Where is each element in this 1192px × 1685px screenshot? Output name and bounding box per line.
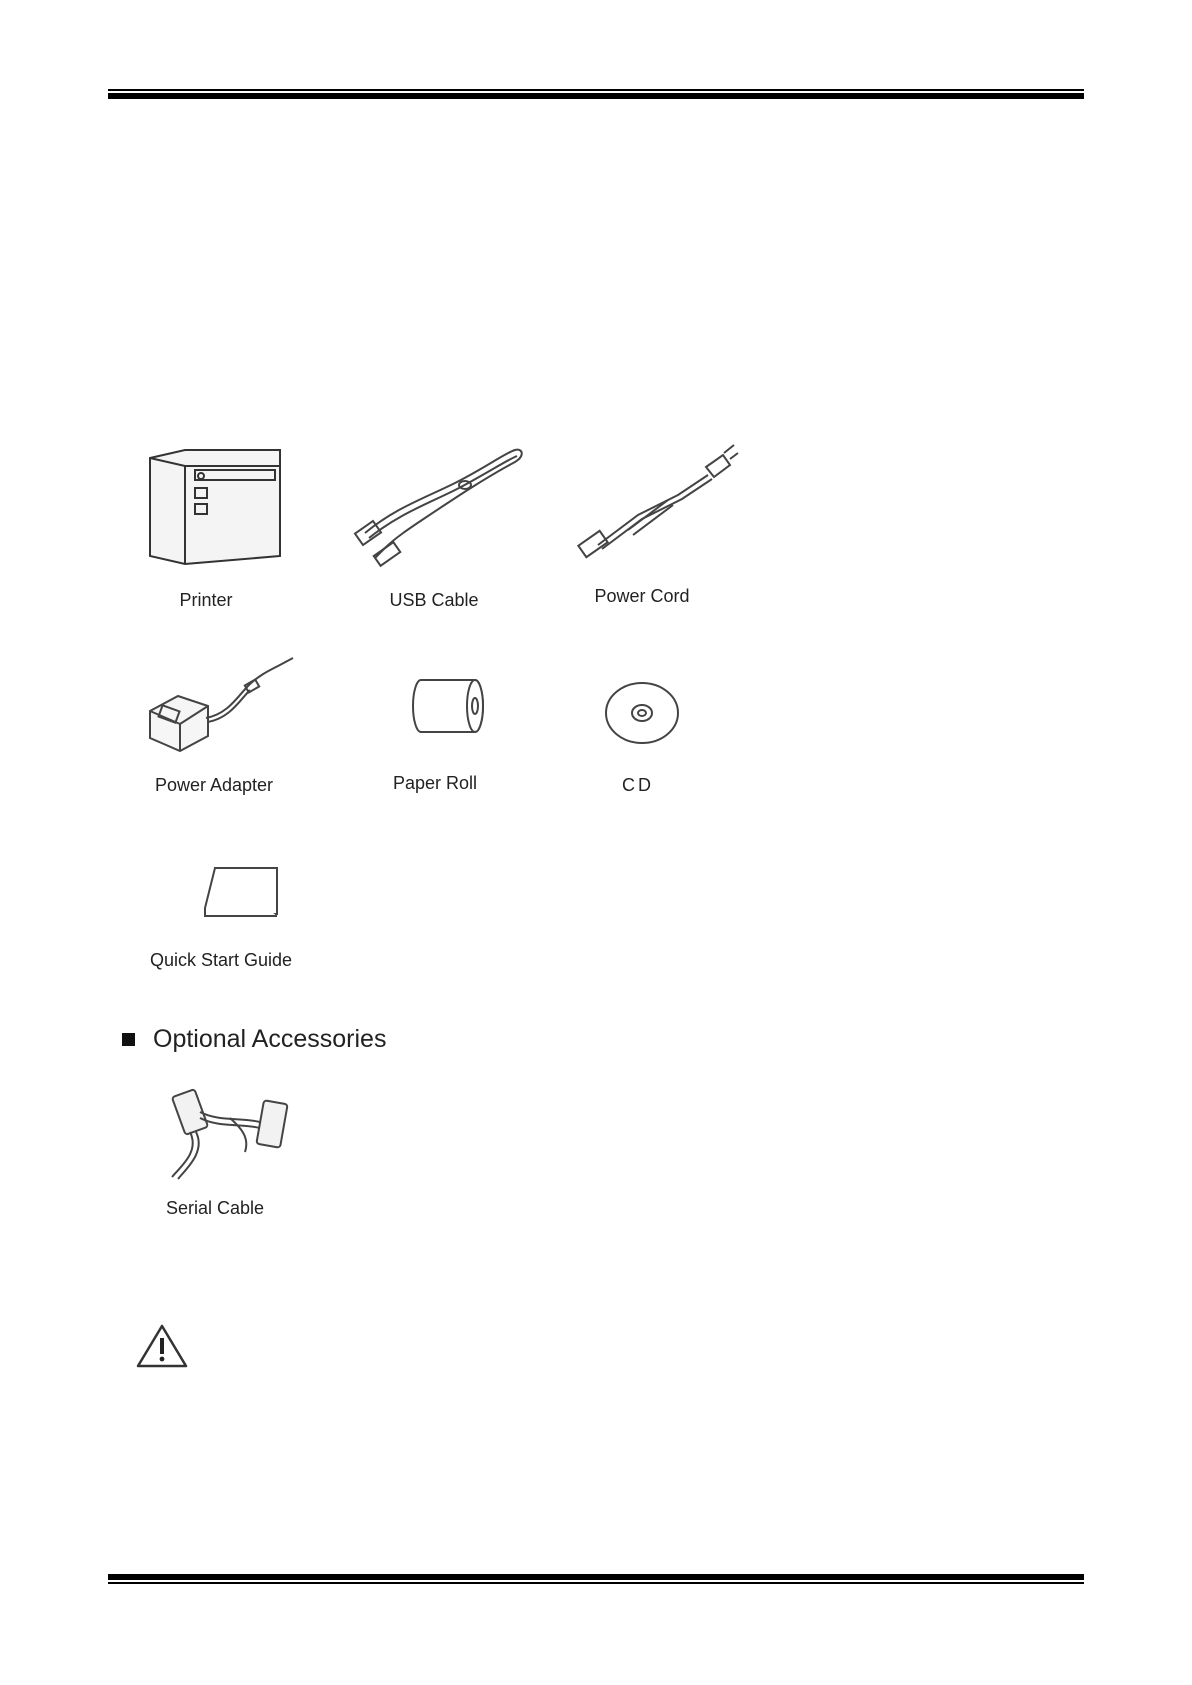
power-cord-icon xyxy=(578,445,738,555)
optional-accessories-heading xyxy=(122,1025,386,1054)
quick-start-guide-label: Quick Start Guide xyxy=(149,950,293,970)
usb-cable-icon xyxy=(355,448,525,568)
cd-label: CD xyxy=(622,775,654,795)
header-rule xyxy=(108,89,1084,99)
power-adapter-label: Power Adapter xyxy=(154,775,274,795)
warning-triangle-icon xyxy=(136,1323,188,1369)
paper-roll-label: Paper Roll xyxy=(392,773,478,793)
cd-icon xyxy=(602,680,682,746)
serial-cable-label: Serial Cable xyxy=(165,1198,265,1218)
section-title: Optional Accessories xyxy=(153,1025,387,1053)
power-adapter-icon xyxy=(148,656,308,756)
quick-start-guide-icon xyxy=(203,864,283,920)
footer-rule xyxy=(108,1574,1084,1584)
square-bullet-icon xyxy=(122,1033,135,1046)
serial-cable-icon xyxy=(170,1082,300,1182)
paper-roll-icon xyxy=(413,676,493,736)
printer-label: Printer xyxy=(179,590,233,610)
usb-cable-label: USB Cable xyxy=(389,590,479,610)
printer-icon xyxy=(145,448,285,568)
power-cord-label: Power Cord xyxy=(594,586,690,606)
warning-block xyxy=(136,1323,188,1374)
